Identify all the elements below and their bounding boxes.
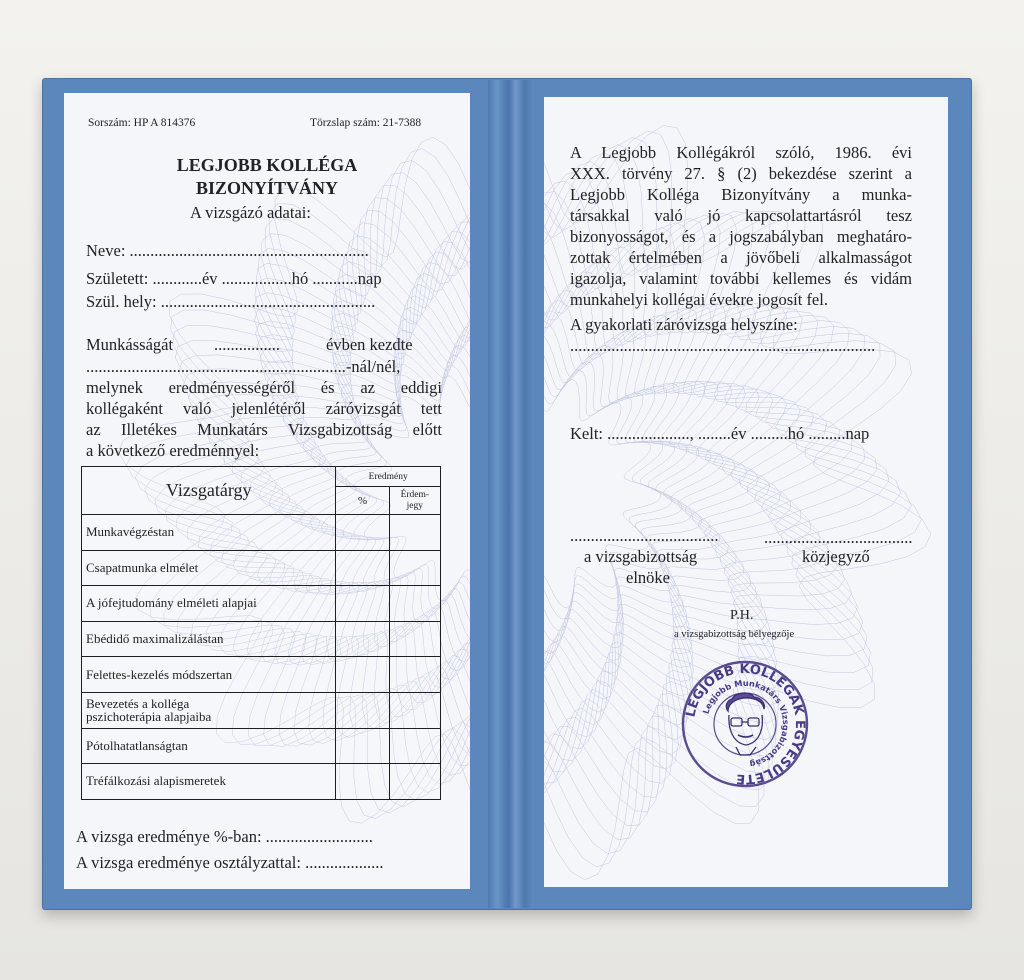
grade-cell[interactable] [389,728,440,764]
name-field[interactable]: Neve: .......................................................... [86,241,369,260]
paragraph-line3: melynek eredményességéről és az eddigi [86,378,442,397]
date-field[interactable]: Kelt: ...................., ........év .........hó .........nap [570,424,870,443]
guilloche-line [544,300,735,685]
start-year-field[interactable]: ................ [214,335,280,354]
paragraph-line4: kollégaként való jelenlétéről záróvizsgát tett [86,399,442,418]
percent-header: % [336,487,389,515]
exam-subjects-table [81,466,441,800]
guilloche-line [544,333,702,654]
certificate-title-line1: LEGJOBB KOLLÉGA [176,155,358,175]
guilloche-line [544,355,682,630]
law-paragraph-line5: bizonyosságot, és a jogszabályban meghatáro- [570,227,912,246]
serial-number: Sorszám: HP A 814376 [88,117,196,129]
law-paragraph-line2: XXX. törvény 27. § (2) bekezdése szerint a [570,164,912,183]
percent-cell[interactable] [336,764,389,800]
guilloche-line [544,321,711,664]
table-row [82,550,441,586]
subject-cell: Tréfálkozási alapismeretek [82,764,336,800]
law-paragraph-line7: igazolja, valamint további kellemes és vidám [570,269,912,288]
notary-signature-line[interactable]: .................................... [764,528,913,547]
subject-cell: Munkavégzéstan [82,515,336,551]
exam-venue-field[interactable]: .......................................................................... [570,336,876,355]
law-paragraph-line4: társakkal való jó kapcsolattartásról tesz [570,206,912,225]
grade-cell[interactable] [389,657,440,693]
subject-cell: A jófejtudomány elméleti alapjai [82,586,336,622]
subject-cell: Felettes-kezelés módszertan [82,657,336,693]
subject-cell [82,692,336,728]
workplace-field[interactable]: ...............................................................-nál/nél, [86,357,401,376]
chairman-label-line2: elnöke [626,568,670,587]
birthplace-field[interactable]: Szül. hely: .................................................... [86,292,376,311]
percent-cell[interactable] [336,657,389,693]
committee-stamp [680,659,810,789]
guilloche-line [544,311,723,676]
subject-cell: Csapatmunka elmélet [82,550,336,586]
percent-cell[interactable] [336,515,389,551]
chairman-label-line1: a vizsgabizottság [584,547,698,566]
certificate-title-line2: BIZONYÍTVÁNY [195,178,339,198]
percent-cell[interactable] [336,621,389,657]
table-row [82,515,441,551]
table-row [82,764,441,800]
table-row [82,586,441,622]
grade-cell[interactable] [389,764,440,800]
paragraph-line6: a következő eredménnyel: [86,441,260,460]
grade-header-line1: Érdem- [400,489,430,500]
paragraph-line5: az Illetékes Munkatárs Vizsgabizottság előtt [86,420,442,439]
law-paragraph-line1: A Legjobb Kollégákról szóló, 1986. évi [570,143,912,162]
left-page [64,93,470,889]
exam-venue-label: A gyakorlati záróvizsga helyszíne: [570,315,798,334]
law-paragraph-line3: Legjobb Kolléga Bizonyítvány a munka- [570,185,912,204]
portrait-icon [726,693,764,755]
subject-cell: Pótolhatatlanságtan [82,728,336,764]
table-row [82,657,441,693]
subject-cell-line2: pszichoterápia alapjaiba [86,709,212,725]
applicant-data-heading: A vizsgázó adatai: [190,203,311,222]
grade-cell[interactable] [389,586,440,622]
table-row [82,692,441,728]
paragraph-started: évben kezdte [326,335,413,354]
grade-cell[interactable] [389,621,440,657]
notary-label: közjegyző [802,547,870,566]
cover-spine [488,80,534,908]
result-grade-field[interactable]: A vizsga eredménye osztályzattal: ................... [76,853,384,872]
grade-cell[interactable] [389,515,440,551]
percent-cell[interactable] [336,728,389,764]
percent-cell[interactable] [336,692,389,728]
result-header: Eredmény [336,467,441,487]
subject-header: Vizsgatárgy [82,467,336,515]
subject-cell-line1: Bevezetés a kolléga [86,696,190,712]
stamp-inner-text: Legjobb Munkatárs Vizsgabizottság [700,677,792,770]
guilloche-line [544,344,692,642]
register-number: Törzslap szám: 21-7388 [310,117,422,129]
table-row [82,728,441,764]
seal-caption: a vizsgabizottság bélyegzője [674,629,795,640]
law-paragraph-line6: zottak értelmében a jövőbeli alkalmasságot [570,248,912,267]
paragraph-word-work: Munkásságát [86,335,174,354]
table-row [82,621,441,657]
percent-cell[interactable] [336,550,389,586]
percent-cell[interactable] [336,586,389,622]
grade-header-line2: jegy [406,500,424,511]
chairman-signature-line[interactable]: .................................... [570,526,719,545]
grade-cell[interactable] [389,550,440,586]
grade-header [389,487,440,515]
law-paragraph-line8: munkahelyi kollégai évekre jogosít fel. [570,290,828,309]
birth-date-field[interactable]: Született: ............év .................hó ...........nap [86,269,382,288]
subject-cell: Ebédidő maximalizálástan [82,621,336,657]
result-percent-field[interactable]: A vizsga eredménye %-ban: .......................... [76,827,373,846]
grade-cell[interactable] [389,692,440,728]
seal-place-label: P.H. [730,608,754,623]
stamp-outer-text: LEGJOBB KOLLÉGÁK EGYESÜLETE [683,661,808,787]
right-page [544,97,948,887]
